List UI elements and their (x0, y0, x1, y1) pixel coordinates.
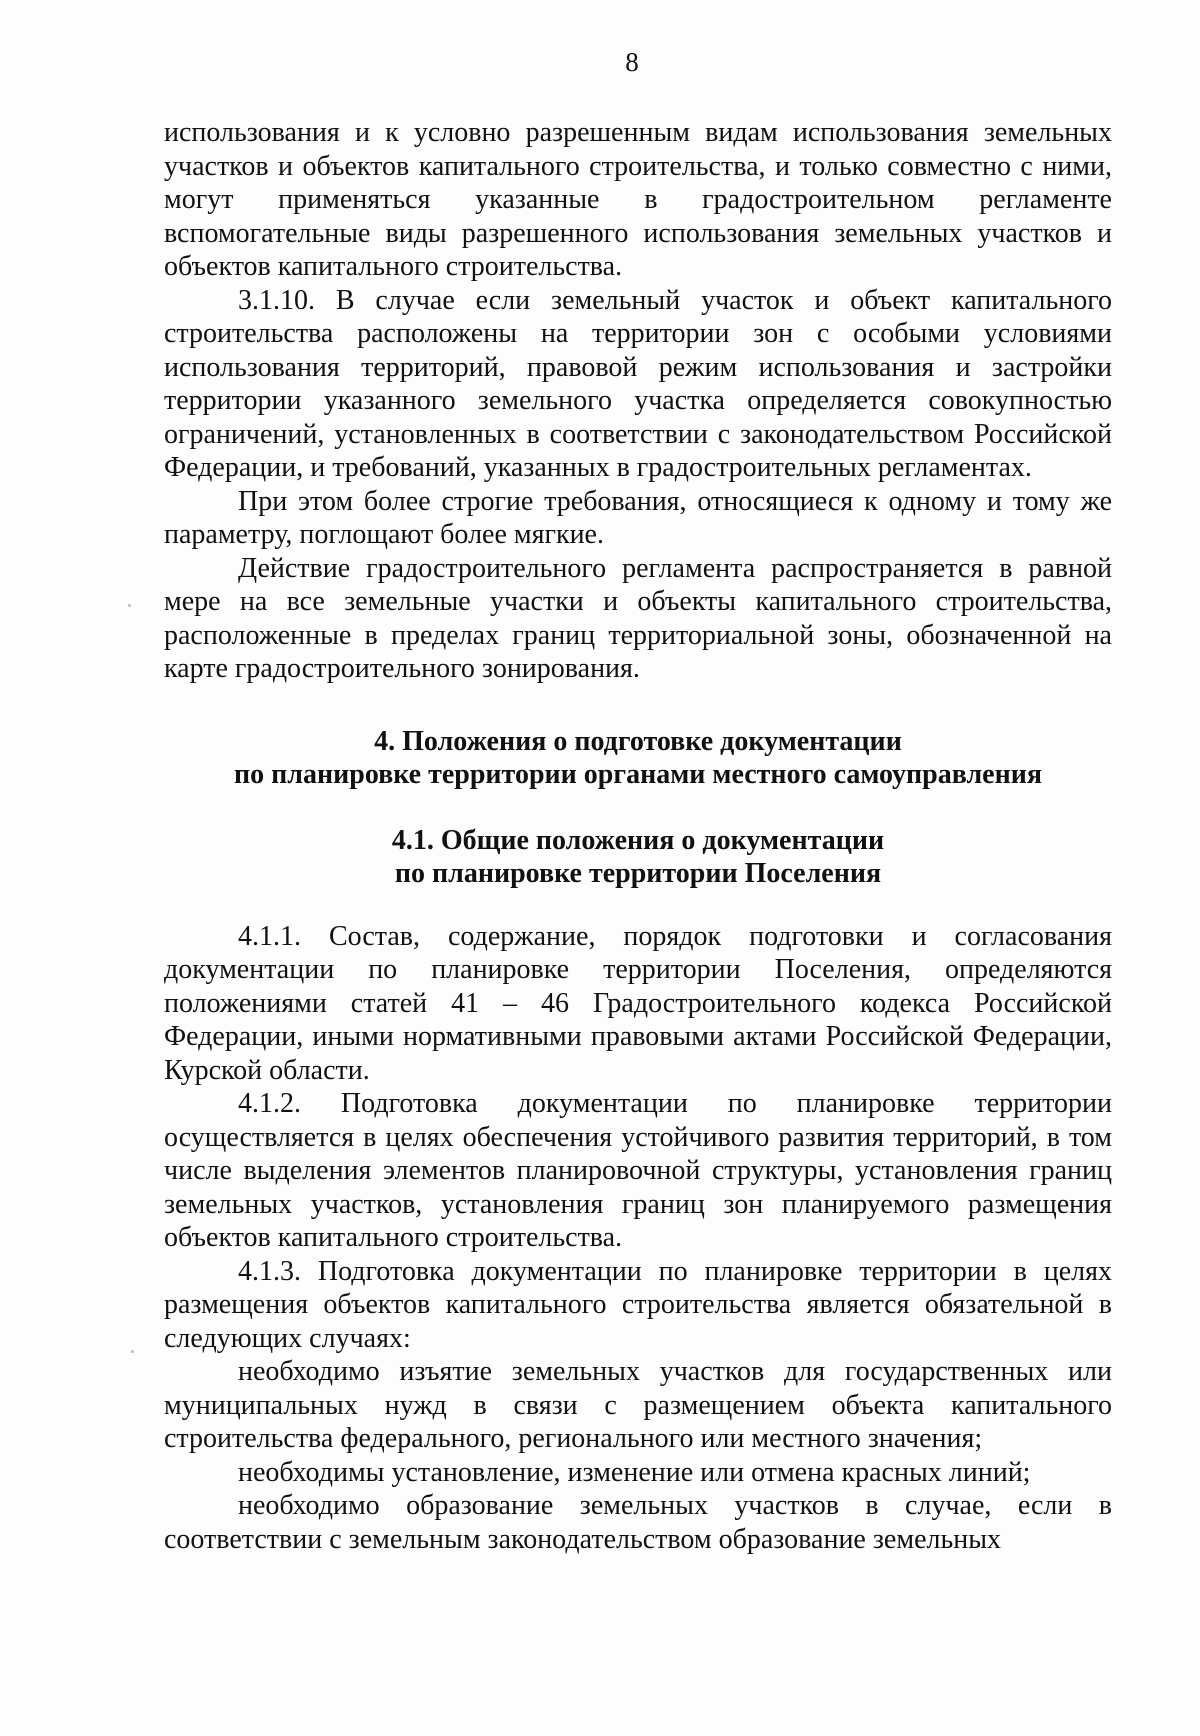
section-4-heading-line-1: 4. Положения о подготовке документации (374, 725, 902, 757)
section-4-1-heading-line-1: 4.1. Общие положения о документации (391, 824, 885, 856)
page-number: 8 (625, 47, 639, 77)
section-4-1-heading (164, 824, 1112, 891)
section-4-1-heading-line-2: по планировке территории Поселения (394, 858, 882, 889)
section-4-heading (164, 725, 1112, 792)
scan-speck (128, 604, 131, 607)
section-4-heading-line-2: по планировке территории органами местного самоуправления (234, 759, 1042, 790)
list-item-red-lines: необходимы установление, изменение или отмена красных линий; (238, 1456, 1031, 1488)
paragraph-3-1-10: 3.1.10. В случае если земельный участок и объект капитального строительства расположены на территории зон с особыми условиями использования территорий, правовой режим использования и застройки территории указанного земельного участка определяется совокупностью ограничений, установленных в соответствии с законодательством Российской Федерации, и требований, указанных в градостроительных регламентах. (164, 284, 1112, 483)
paragraph-regulation-scope: Действие градостроительного регламента распространяется в равной мере на все земельные участки и объекты капитального строительства, расположенные в пределах границ территориальной зоны, обозначенной на карте градостроительного зонирования. (164, 552, 1112, 684)
paragraph-continuation: использования и к условно разрешенным видам использования земельных участков и объектов капитального строительства, и только совместно с ними, могут применяться указанные в градостроительном регламенте вспомогательные виды разрешенного использования земельных участков и объектов капитального строительства. (164, 117, 1112, 282)
paragraph-4-1-1: 4.1.1. Состав, содержание, порядок подготовки и согласования документации по планировке территории Поселения, определяются положениями статей 41 – 46 Градостроительного кодекса Российской Федерации, иными нормативными правовыми актами Российской Федерации, Курской области. (164, 920, 1112, 1086)
list-item-land-formation: необходимо образование земельных участков в случае, если в соответствии с земельным законодательством образование земельных (164, 1490, 1112, 1555)
paragraph-4-1-3: 4.1.3. Подготовка документации по планировке территории в целях размещения объектов капитального строительства является обязательной в следующих случаях: (164, 1255, 1112, 1354)
scan-speck (131, 1350, 134, 1353)
paragraph-stricter-requirements: При этом более строгие требования, относящиеся к одному и тому же параметру, поглощают более мягкие. (164, 485, 1112, 550)
list-item-land-seizure: необходимо изъятие земельных участков для государственных или муниципальных нужд в связи с размещением объекта капитального строительства федерального, регионального или местного значения; (164, 1356, 1112, 1454)
paragraph-4-1-2: 4.1.2. Подготовка документации по планировке территории осуществляется в целях обеспечения устойчивого развития территорий, в том числе выделения элементов планировочной структуры, установления границ земельных участков, установления границ зон планируемого размещения объектов капитального строительства. (164, 1088, 1112, 1253)
document-body (164, 116, 1112, 1556)
